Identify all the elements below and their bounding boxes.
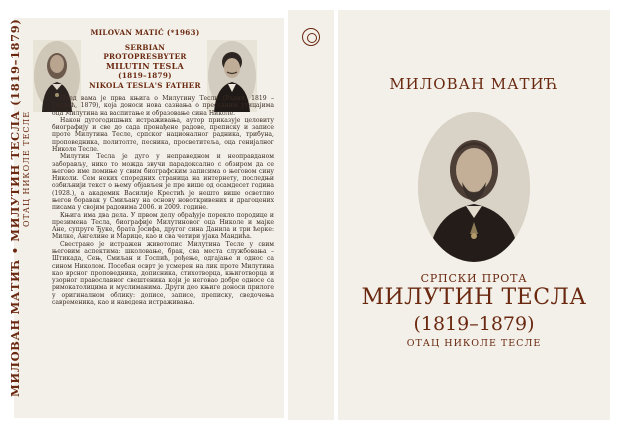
front-title: МИЛУТИН ТЕСЛА — [361, 285, 587, 310]
front-author: МИЛОВАН МАТИЋ — [389, 75, 559, 93]
back-role-label: SERBIAN PROTOPRESBYTER — [103, 42, 187, 61]
back-title-label: MILUTIN TESLA — [105, 60, 185, 71]
spine-title: МИЛУТИН ТЕСЛА (1819–1879) — [8, 18, 22, 242]
blurb-paragraph: Књига има два дела. У првом делу обрађује порекло породице и презимена Тесла, биографије Милутиновог оца Николе и мајке Ане, супруге Ђуке, брата Јосифа, другог сина Данила и три ћерке: Милке, Ангелине и Марице, као и сва четири ујака Мандића. — [52, 211, 274, 241]
spine-text — [8, 17, 38, 397]
blurb-paragraph: Милутин Тесла је дуго у неправедном и неоправданом заборављу, нико то можда звучи парадоксално с обзиром да се његово име помиње у свим биографским записима о његовом сину Николи. Сем неких споредних страница на интернету, последњи озбиљнији текст о њему објављен је пре више од осамдесет година (1928.), а академик Василије Крестић је нешто више осветлио његов боравак у Смиљану на основу новоткривених и драгоцених писама у својим радовима 2006. и 2009. године. — [52, 153, 274, 212]
blurb-paragraph: Пред вама је прва књига о Милутину Тесли (Раднч, 1819 – Госпић, 1879), која доноси нова сазнања о пресудним утицајима оца Милутина на васпитање и образовање сина Николе. — [52, 95, 274, 117]
front-subtitle: ОТАЦ НИКОЛЕ ТЕСЛЕ — [406, 338, 542, 349]
front-support: СРПСКИ ПРОТА — [420, 272, 528, 285]
front-years: (1819–1879) — [413, 313, 535, 335]
spine-separator: • — [8, 246, 22, 255]
back-cover-blurb — [52, 95, 274, 306]
spine-author: МИЛОВАН МАТИЋ — [8, 258, 22, 397]
back-cover-heading — [86, 28, 204, 90]
spine — [288, 10, 334, 420]
back-author-label: MILOVAN MATIĆ (*1963) — [90, 28, 200, 37]
publisher-logo-icon — [302, 28, 320, 46]
blurb-paragraph: Свестрано је истражен животопис Милутина Тесле у свим његовим аспектима: школовање, брак, сва места службовања – Штикада, Сењ, Смиљан и Госпић, рођење, одгајање и однос са сином Николом. Посебан осврт је усмерен на лик проте Милутина као врсног проповедника, дописника, стихотворца, књиготворца и узорног православног свештеника који је неговао добре односе са римокатолицима и муслиманима. Други део књиге доноси прилоге у оригиналном облику: дописе, записе, преписку, сведочења савременика, као и наведена истраживања. — [52, 240, 274, 306]
back-years-label: (1819–1879) — [118, 71, 172, 80]
portrait-milutin-tesla — [418, 112, 530, 262]
spine-subtitle: ОТАЦ НИКОЛЕ ТЕСЛЕ — [22, 110, 31, 227]
blurb-paragraph: Након дугогодишњих истраживања, аутор приказује целовиту биографију и све до сада пронађене радове, преписку и записе проте Милутина Тесле, српског националног радника, трибуна, проповедника, политолте, песника, просветитеља, оца генијалног Николе Тесле. — [52, 116, 274, 153]
back-subtitle-label: NIKOLA TESLA'S FATHER — [89, 80, 201, 90]
